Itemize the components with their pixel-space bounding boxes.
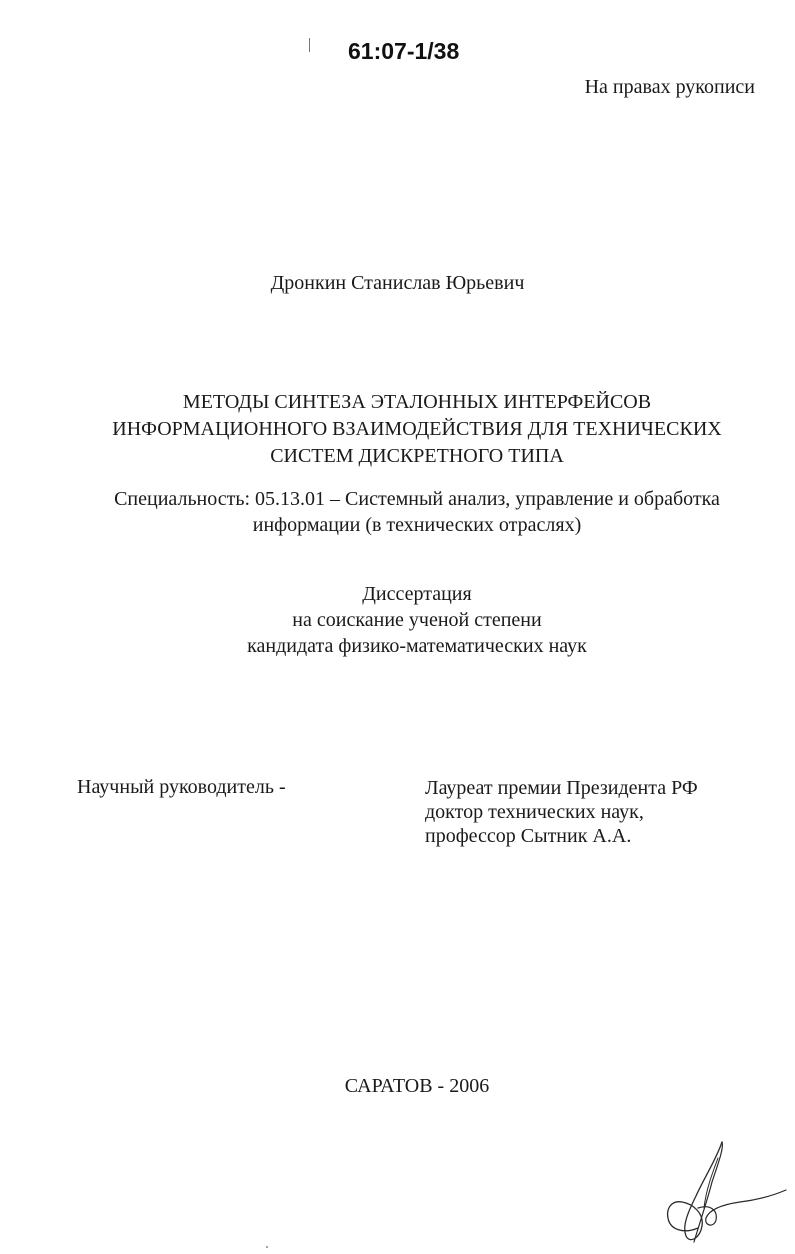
catalog-code: 61:07-1/38 <box>348 38 460 64</box>
rights-note: На правах рукописи <box>584 76 755 98</box>
dissertation-title <box>0 389 795 470</box>
author-name: Дронкин Станислав Юрьевич <box>270 272 525 294</box>
specialty <box>0 486 795 538</box>
scan-speck <box>266 1246 268 1248</box>
degree-statement <box>0 581 795 659</box>
specialty-line: Специальность: 05.13.01 – Системный анализ, управление и обработка <box>114 488 720 510</box>
specialty-line: информации (в технических отраслях) <box>252 514 582 536</box>
supervisor-info <box>425 776 698 848</box>
margin-mark <box>309 38 310 52</box>
degree-line: Диссертация <box>362 583 472 605</box>
degree-line: кандидата физико-математических наук <box>247 635 587 657</box>
title-line: ИНФОРМАЦИОННОГО ВЗАИМОДЕЙСТВИЯ ДЛЯ ТЕХНИЧЕСКИХ <box>112 418 722 440</box>
supervisor-line: профессор Сытник А.А. <box>425 825 632 847</box>
degree-line: на соискание ученой степени <box>292 609 542 631</box>
supervisor-label: Научный руководитель - <box>77 776 286 798</box>
title-line: МЕТОДЫ СИНТЕЗА ЭТАЛОННЫХ ИНТЕРФЕЙСОВ <box>182 391 652 413</box>
supervisor-line: доктор технических наук, <box>425 801 644 823</box>
supervisor-line: Лауреат премии Президента РФ <box>425 777 698 799</box>
city-year: САРАТОВ - 2006 <box>344 1075 490 1097</box>
title-line: СИСТЕМ ДИСКРЕТНОГО ТИПА <box>270 445 564 467</box>
signature-icon <box>660 1138 790 1250</box>
